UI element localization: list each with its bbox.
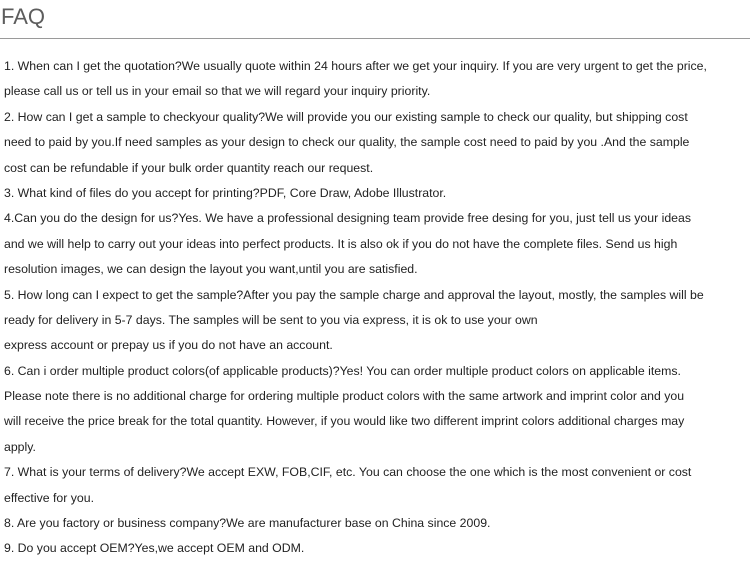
faq-line: effective for you.	[4, 490, 94, 505]
faq-line: 2. How can I get a sample to checkyour quality?We will provide you our existing sample to check our quality, but shipping cost	[4, 109, 688, 124]
faq-line: please call us or tell us in your email so that we will regard your inquiry priority.	[4, 84, 431, 99]
faq-line: 5. How long can I expect to get the sample?After you pay the sample charge and approval the layout, mostly, the samples will be	[4, 287, 704, 302]
faq-line: will receive the price break for the total quantity. However, if you would like two different imprint colors additional charges may	[4, 414, 685, 429]
faq-line: Please note there is no additional charge for ordering multiple product colors with the same artwork and imprint color and you	[4, 389, 685, 404]
faq-line: cost can be refundable if your bulk order quantity reach our request.	[4, 160, 374, 175]
faq-line: resolution images, we can design the layout you want,until you are satisfied.	[4, 262, 418, 277]
faq-line: need to paid by you.If need samples as your design to check our quality, the sample cost need to paid by you .And the sample	[4, 135, 690, 150]
faq-header	[0, 0, 750, 39]
faq-content	[4, 54, 746, 562]
faq-line: 9. Do you accept OEM?Yes,we accept OEM and ODM.	[4, 541, 305, 556]
faq-line: apply.	[4, 439, 36, 454]
faq-line: 1. When can I get the quotation?We usually quote within 24 hours after we get your inquiry. If you are very urgent to get the price,	[4, 59, 707, 73]
faq-line: 6. Can i order multiple product colors(of applicable products)?Yes! You can order multiple product colors on applicable items.	[4, 363, 681, 378]
faq-line: 3. What kind of files do you accept for printing?PDF, Core Draw, Adobe Illustrator.	[4, 185, 447, 200]
faq-line: 4.Can you do the design for us?Yes. We have a professional designing team provide free desing for you, just tell us your ideas	[4, 211, 691, 226]
faq-line: 7. What is your terms of delivery?We accept EXW, FOB,CIF, etc. You can choose the one which is the most convenient or cost	[4, 465, 692, 480]
faq-line: express account or prepay us if you do not have an account.	[4, 338, 333, 353]
faq-line: ready for delivery in 5-7 days. The samples will be sent to you via express, it is ok to use your own	[4, 312, 538, 327]
page-title: FAQ	[1, 4, 46, 29]
faq-line: 8. Are you factory or business company?We are manufacturer base on China since 2009.	[4, 516, 491, 531]
faq-line: and we will help to carry out your ideas into perfect products. It is also ok if you do not have the complete files. Send us high	[4, 236, 678, 251]
